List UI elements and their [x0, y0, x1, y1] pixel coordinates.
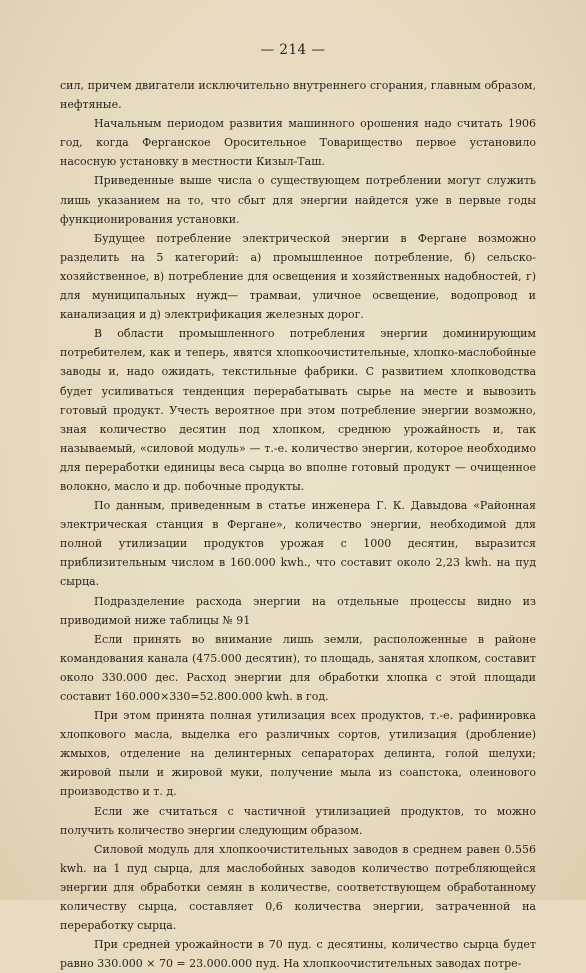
- paragraph-4: Будущее потребление электрической энергии в Фергане возможно разделить на 5 категорий: а) промышленное потребление, б) сельско-хозяйственное, в) потребление для освещения и хозяйственных надобностей, г) для муниципальных нужд— трамваи, уличное освещение, водопровод и канализация и д) электрификация железных дорог.: [60, 231, 536, 322]
- paragraph-12: При средней урожайности в 70 пуд. с десятины, количество сырца будет равно 330.000 × 70 = 23.000.000 пуд. На хлопкоочистительных заводах потре-: [60, 938, 536, 971]
- body-text: [60, 76, 536, 973]
- paragraph-3: Приведенные выше числа о существующем потреблении могут служить лишь указанием на то, что сбыт для энергии найдется уже в первые годы функционирования установки.: [60, 174, 536, 226]
- paragraph-2: Начальным периодом развития машинного орошения надо считать 1906 год, когда Ферганское Оросительное Товарищество первое установило насосную установку в местности Кизыл-Таш.: [60, 117, 536, 169]
- paragraph-7: Подразделение расхода энергии на отдельные процессы видно из приводимой ниже таблицы № 91: [60, 594, 536, 627]
- paragraph-5: В области промышленного потребления энергии доминирующим потребителем, как и теперь, явятся хлопкоочистительные, хлопко-маслобойные заводы и, надо ожидать, текстильные фабрики. С развитием хлопководства будет усиливаться тенденция перерабатывать сырье на месте и вывозить готовый продукт. Учесть вероятное при этом потребление энергии возможно, зная количество десятин под хлопком, среднюю урожайность и, так называемый, «силовой модуль» — т.-е. количество энергии, которое необходимо для переработки единицы веса сырца во вполне готовый продукт — очищенное волокно, масло и др. побочные продукты.: [60, 327, 536, 493]
- paragraph-1: сил, причем двигатели исключительно внутреннего сгорания, главным образом, нефтяные.: [60, 79, 536, 112]
- paragraph-9: При этом принята полная утилизация всех продуктов, т.-е. рафинировка хлопкового масла, выделка его различных сортов, утилизация (дробление) жмыхов, отделение на делинтерных сепараторах делинта, голой шелухи; жировой пыли и жировой муки, получение мыла из соапстока, олеинового производство и т. д.: [60, 709, 536, 799]
- paragraph-10: Если же считаться с частичной утилизацией продуктов, то можно получить количество энергии следующим образом.: [60, 804, 536, 837]
- paragraph-6: По данным, приведенным в статье инженера Г. К. Давыдова «Районная электрическая станция в Фергане», количество энергии, необходимой для полной утилизации продуктов урожая с 1000 десятин, выразится приблизительным числом в 160.000 kwh., что составит около 2,23 kwh. на пуд сырца.: [60, 499, 536, 589]
- paragraph-8: Если принять во внимание лишь земли, расположенные в районе командования канала (475.000 десятин), то площадь, занятая хлопком, составит около 330.000 дес. Расход энергии для обработки хлопка с этой площади составит 160.000×330=52.800.000 kwh. в год.: [60, 632, 536, 703]
- page-number: — 214 —: [260, 42, 326, 58]
- paragraph-11: Силовой модуль для хлопкоочистительных заводов в среднем равен 0.556 kwh. на 1 пуд сырца, для маслобойных заводов количество потребляющейся энергии для обработки семян в количестве, соответствующем обработанному количеству сырца, составляет 0,6 количества энергии, затраченной на переработку сырца.: [60, 842, 536, 933]
